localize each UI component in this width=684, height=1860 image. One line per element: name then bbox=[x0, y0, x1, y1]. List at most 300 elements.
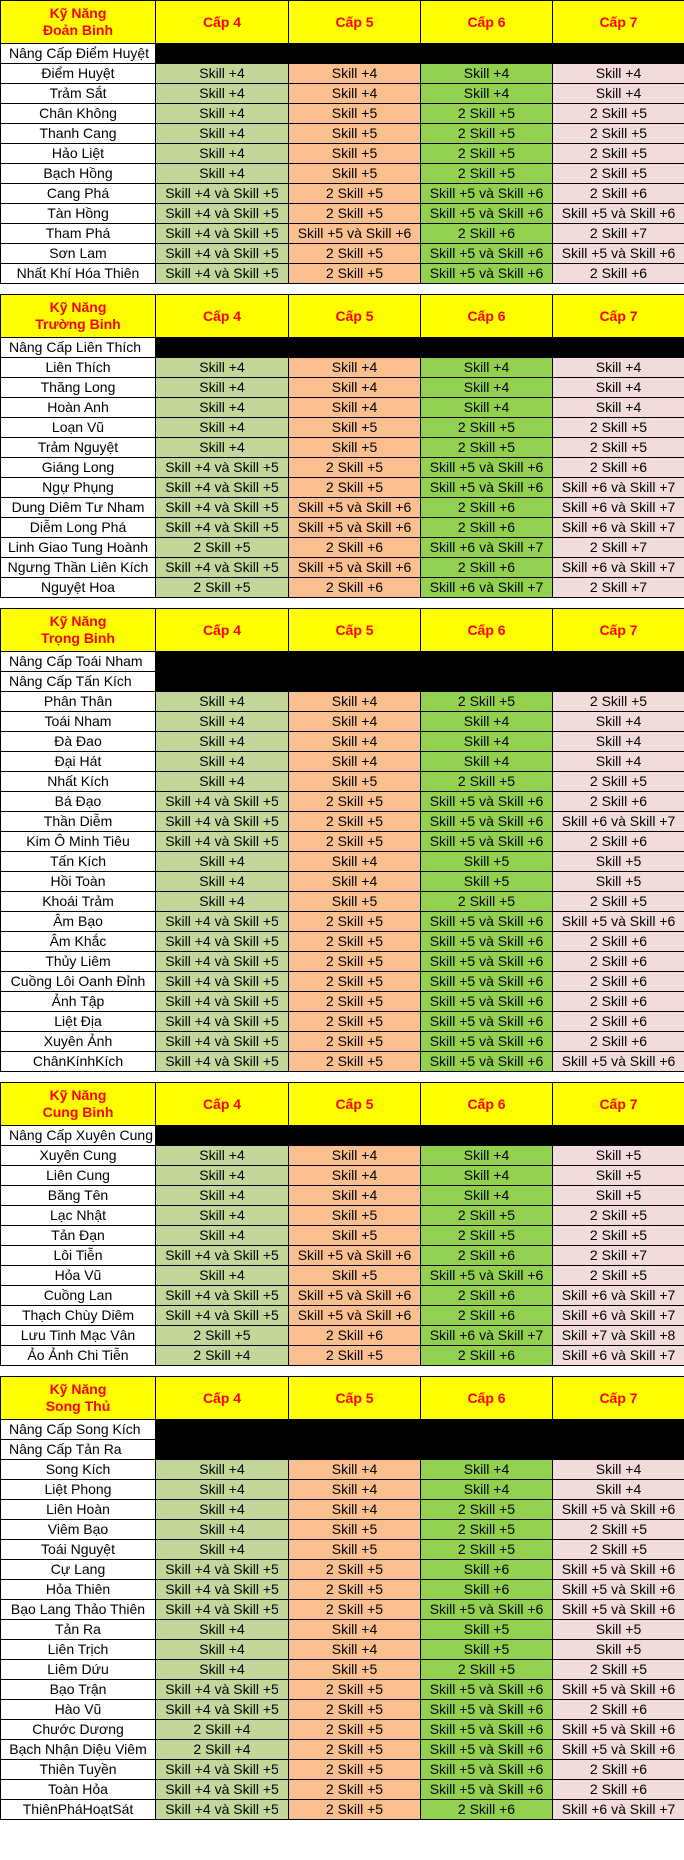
table-row bbox=[1, 712, 684, 732]
table-row bbox=[1, 1660, 684, 1680]
skill-name: Liệt Phong bbox=[1, 1480, 156, 1500]
skill-name: Nhất Khí Hóa Thiên bbox=[1, 264, 156, 284]
skill-level-value: Skill +4 bbox=[156, 144, 289, 164]
skill-level-value: Skill +4 và Skill +5 bbox=[156, 184, 289, 204]
skill-level-value: Skill +4 và Skill +5 bbox=[156, 1012, 289, 1032]
section-title bbox=[1, 1083, 156, 1126]
skill-level-value: Skill +4 bbox=[156, 1266, 289, 1286]
section-title-line1: Kỹ Năng bbox=[49, 613, 107, 629]
skill-level-value: 2 Skill +6 bbox=[553, 792, 684, 812]
skill-name: Cuồng Lôi Oanh Đỉnh bbox=[1, 972, 156, 992]
skill-level-value: 2 Skill +5 bbox=[289, 1600, 421, 1620]
skill-level-value: 2 Skill +5 bbox=[421, 1500, 553, 1520]
upgrade-filler bbox=[156, 1126, 684, 1146]
upgrade-label: Nâng Cấp Tấn Kích bbox=[1, 672, 156, 692]
skill-level-value: 2 Skill +5 bbox=[421, 104, 553, 124]
table-row bbox=[1, 1306, 684, 1326]
table-row bbox=[1, 1266, 684, 1286]
skill-level-value: Skill +4 bbox=[156, 1146, 289, 1166]
skill-level-value: Skill +4 bbox=[156, 84, 289, 104]
skill-level-value: Skill +5 bbox=[289, 438, 421, 458]
skill-name: Liệt Địa bbox=[1, 1012, 156, 1032]
skill-level-value: 2 Skill +5 bbox=[156, 1326, 289, 1346]
skill-level-value: Skill +4 bbox=[156, 852, 289, 872]
skill-level-value: Skill +5 bbox=[421, 872, 553, 892]
section-title-line2: Trường Binh bbox=[35, 316, 121, 332]
skill-level-value: Skill +4 bbox=[553, 1460, 684, 1480]
skill-level-value: Skill +6 bbox=[421, 1580, 553, 1600]
skill-level-value: Skill +5 và Skill +6 bbox=[553, 1052, 684, 1072]
skill-name: Liên Cung bbox=[1, 1166, 156, 1186]
skill-name: Toàn Hỏa bbox=[1, 1780, 156, 1800]
skill-level-value: 2 Skill +5 bbox=[289, 1760, 421, 1780]
table-row bbox=[1, 1740, 684, 1760]
table-row bbox=[1, 204, 684, 224]
skill-level-value: Skill +5 và Skill +6 bbox=[421, 184, 553, 204]
skill-level-value: Skill +4 và Skill +5 bbox=[156, 1800, 289, 1820]
skill-level-value: 2 Skill +5 bbox=[289, 1052, 421, 1072]
table-row bbox=[1, 692, 684, 712]
skill-level-value: Skill +5 bbox=[289, 144, 421, 164]
skill-level-value: Skill +5 bbox=[289, 892, 421, 912]
skill-name: Băng Tên bbox=[1, 1186, 156, 1206]
skill-level-value: Skill +5 và Skill +6 bbox=[553, 912, 684, 932]
skill-level-value: Skill +4 bbox=[553, 732, 684, 752]
skill-level-value: Skill +4 và Skill +5 bbox=[156, 952, 289, 972]
skill-name: Lưu Tinh Mạc Vân bbox=[1, 1326, 156, 1346]
section-title-line1: Kỹ Năng bbox=[49, 1087, 107, 1103]
skill-level-value: Skill +4 bbox=[156, 1166, 289, 1186]
skill-level-value: 2 Skill +5 bbox=[289, 1720, 421, 1740]
skill-level-value: Skill +4 và Skill +5 bbox=[156, 478, 289, 498]
skill-level-value: Skill +5 và Skill +6 bbox=[421, 932, 553, 952]
skill-level-value: Skill +5 bbox=[553, 872, 684, 892]
skill-level-value: 2 Skill +6 bbox=[553, 1780, 684, 1800]
level-column-header: Cấp 6 bbox=[421, 1, 553, 44]
table-row bbox=[1, 1560, 684, 1580]
skill-level-value: 2 Skill +5 bbox=[553, 164, 684, 184]
skill-name: Cuồng Lan bbox=[1, 1286, 156, 1306]
skill-name: Liên Trịch bbox=[1, 1640, 156, 1660]
upgrade-filler bbox=[156, 44, 684, 64]
level-column-header: Cấp 7 bbox=[553, 1083, 684, 1126]
section-gap bbox=[0, 284, 684, 294]
upgrade-label: Nâng Cấp Song Kích bbox=[1, 1420, 156, 1440]
skill-level-value: 2 Skill +5 bbox=[553, 1226, 684, 1246]
table-row bbox=[1, 64, 684, 84]
skill-level-value: 2 Skill +5 bbox=[289, 244, 421, 264]
table-row bbox=[1, 912, 684, 932]
upgrade-filler bbox=[156, 652, 684, 672]
table-row bbox=[1, 1680, 684, 1700]
skill-level-value: 2 Skill +7 bbox=[553, 224, 684, 244]
skill-level-value: 2 Skill +7 bbox=[553, 538, 684, 558]
skill-level-value: 2 Skill +5 bbox=[421, 1540, 553, 1560]
skill-level-value: Skill +4 và Skill +5 bbox=[156, 1560, 289, 1580]
skill-level-value: Skill +4 bbox=[289, 84, 421, 104]
skill-level-value: 2 Skill +5 bbox=[553, 1540, 684, 1560]
skill-level-value: 2 Skill +6 bbox=[289, 538, 421, 558]
skill-level-value: Skill +5 và Skill +6 bbox=[421, 792, 553, 812]
skill-level-value: 2 Skill +5 bbox=[289, 1580, 421, 1600]
level-column-header: Cấp 5 bbox=[289, 1, 421, 44]
skill-level-value: Skill +6 bbox=[421, 1560, 553, 1580]
table-row bbox=[1, 264, 684, 284]
level-column-header: Cấp 6 bbox=[421, 1083, 553, 1126]
upgrade-label: Nâng Cấp Điểm Huyệt bbox=[1, 44, 156, 64]
skill-name: Nhất Kích bbox=[1, 772, 156, 792]
skill-level-value: 2 Skill +5 bbox=[289, 1740, 421, 1760]
table-row bbox=[1, 1032, 684, 1052]
skill-name: Hoàn Anh bbox=[1, 398, 156, 418]
section-header-row bbox=[1, 1, 684, 44]
skill-section-table bbox=[0, 1082, 684, 1366]
skill-level-value: 2 Skill +5 bbox=[289, 792, 421, 812]
skill-name: Âm Khắc bbox=[1, 932, 156, 952]
upgrade-row bbox=[1, 652, 684, 672]
table-row bbox=[1, 1346, 684, 1366]
skill-name: Đà Đao bbox=[1, 732, 156, 752]
table-row bbox=[1, 224, 684, 244]
table-row bbox=[1, 1012, 684, 1032]
skill-level-value: 2 Skill +5 bbox=[421, 772, 553, 792]
skill-level-value: Skill +4 bbox=[421, 732, 553, 752]
skill-level-value: Skill +5 và Skill +6 bbox=[421, 1680, 553, 1700]
skill-level-value: Skill +4 bbox=[156, 378, 289, 398]
section-gap bbox=[0, 598, 684, 608]
table-row bbox=[1, 184, 684, 204]
skill-level-value: Skill +6 và Skill +7 bbox=[553, 498, 684, 518]
skill-level-value: Skill +4 và Skill +5 bbox=[156, 1760, 289, 1780]
skill-name: Dung Diêm Tư Nham bbox=[1, 498, 156, 518]
skill-level-value: Skill +4 bbox=[156, 692, 289, 712]
skill-name: Giáng Long bbox=[1, 458, 156, 478]
skill-level-value: Skill +6 và Skill +7 bbox=[553, 518, 684, 538]
skill-level-value: Skill +6 và Skill +7 bbox=[421, 1326, 553, 1346]
skill-level-value: Skill +5 và Skill +6 bbox=[553, 1600, 684, 1620]
skill-level-value: Skill +4 và Skill +5 bbox=[156, 518, 289, 538]
skill-name: Âm Bạo bbox=[1, 912, 156, 932]
skill-level-value: Skill +5 và Skill +6 bbox=[421, 1052, 553, 1072]
skill-level-value: 2 Skill +5 bbox=[421, 164, 553, 184]
table-row bbox=[1, 1700, 684, 1720]
table-row bbox=[1, 518, 684, 538]
table-row bbox=[1, 438, 684, 458]
skill-level-value: Skill +4 bbox=[289, 1480, 421, 1500]
upgrade-label: Nâng Cấp Liên Thích bbox=[1, 338, 156, 358]
skill-level-value: Skill +4 bbox=[553, 752, 684, 772]
skill-level-value: Skill +5 và Skill +6 bbox=[289, 498, 421, 518]
skill-level-value: Skill +5 bbox=[289, 164, 421, 184]
skill-level-value: Skill +5 bbox=[553, 1146, 684, 1166]
skill-level-value: 2 Skill +5 bbox=[421, 1520, 553, 1540]
skill-level-value: Skill +5 và Skill +6 bbox=[289, 1286, 421, 1306]
skill-level-value: Skill +4 bbox=[156, 418, 289, 438]
skill-level-value: 2 Skill +6 bbox=[289, 1326, 421, 1346]
skill-name: Loạn Vũ bbox=[1, 418, 156, 438]
skill-level-value: 2 Skill +5 bbox=[421, 1206, 553, 1226]
skill-level-value: Skill +5 và Skill +6 bbox=[289, 224, 421, 244]
skill-level-value: Skill +4 bbox=[421, 752, 553, 772]
skill-level-value: Skill +4 và Skill +5 bbox=[156, 1052, 289, 1072]
skill-name: Thạch Chùy Diêm bbox=[1, 1306, 156, 1326]
skill-name: Lạc Nhật bbox=[1, 1206, 156, 1226]
skill-level-value: Skill +4 bbox=[553, 64, 684, 84]
skill-name: Chân Không bbox=[1, 104, 156, 124]
table-row bbox=[1, 892, 684, 912]
skill-level-value: Skill +4 và Skill +5 bbox=[156, 792, 289, 812]
section-title-line2: Song Thủ bbox=[45, 1398, 111, 1414]
skill-level-value: Skill +4 bbox=[289, 1146, 421, 1166]
level-column-header: Cấp 6 bbox=[421, 609, 553, 652]
skill-level-value: Skill +4 bbox=[156, 124, 289, 144]
skill-level-value: Skill +5 bbox=[289, 1520, 421, 1540]
skill-level-value: Skill +5 và Skill +6 bbox=[421, 264, 553, 284]
skill-level-value: Skill +4 bbox=[156, 712, 289, 732]
skill-section-table bbox=[0, 608, 684, 1072]
skill-level-value: Skill +4 bbox=[156, 732, 289, 752]
skill-level-value: Skill +4 bbox=[156, 438, 289, 458]
skill-level-value: Skill +4 bbox=[156, 892, 289, 912]
skill-level-value: Skill +4 và Skill +5 bbox=[156, 1600, 289, 1620]
skill-level-value: Skill +5 và Skill +6 bbox=[553, 1560, 684, 1580]
skill-level-value: 2 Skill +5 bbox=[553, 1660, 684, 1680]
table-row bbox=[1, 752, 684, 772]
skill-level-value: 2 Skill +5 bbox=[421, 418, 553, 438]
skill-level-value: 2 Skill +5 bbox=[289, 204, 421, 224]
skill-level-value: 2 Skill +5 bbox=[289, 812, 421, 832]
skill-level-value: Skill +4 bbox=[289, 358, 421, 378]
level-column-header: Cấp 5 bbox=[289, 609, 421, 652]
table-row bbox=[1, 792, 684, 812]
skill-level-value: 2 Skill +5 bbox=[289, 952, 421, 972]
skill-level-value: Skill +6 và Skill +7 bbox=[553, 1286, 684, 1306]
skill-level-value: Skill +5 và Skill +6 bbox=[421, 478, 553, 498]
table-row bbox=[1, 1206, 684, 1226]
skill-level-value: Skill +4 và Skill +5 bbox=[156, 972, 289, 992]
skill-level-value: Skill +6 và Skill +7 bbox=[553, 558, 684, 578]
skill-level-value: Skill +5 bbox=[553, 1640, 684, 1660]
section-title-line2: Cung Binh bbox=[42, 1104, 114, 1120]
skill-name: Ngưng Thần Liên Kích bbox=[1, 558, 156, 578]
skill-level-value: Skill +4 bbox=[421, 378, 553, 398]
section-header-row bbox=[1, 295, 684, 338]
skill-level-value: Skill +4 bbox=[156, 772, 289, 792]
table-row bbox=[1, 1166, 684, 1186]
skill-level-value: 2 Skill +6 bbox=[553, 1700, 684, 1720]
skill-level-value: Skill +6 và Skill +7 bbox=[421, 578, 553, 598]
skill-level-value: Skill +4 bbox=[289, 398, 421, 418]
table-row bbox=[1, 538, 684, 558]
skill-level-value: 2 Skill +5 bbox=[421, 1660, 553, 1680]
table-row bbox=[1, 378, 684, 398]
skill-level-value: Skill +4 bbox=[289, 872, 421, 892]
skill-level-value: Skill +5 bbox=[421, 852, 553, 872]
skill-level-value: 2 Skill +6 bbox=[553, 184, 684, 204]
skill-level-value: Skill +5 và Skill +6 bbox=[289, 558, 421, 578]
skill-level-value: Skill +4 bbox=[289, 64, 421, 84]
skill-level-value: 2 Skill +5 bbox=[289, 1032, 421, 1052]
skill-level-value: Skill +5 và Skill +6 bbox=[421, 972, 553, 992]
skill-level-value: Skill +4 bbox=[421, 1146, 553, 1166]
skill-level-value: Skill +4 và Skill +5 bbox=[156, 1580, 289, 1600]
skill-name: Khoái Trảm bbox=[1, 892, 156, 912]
skill-name: Hỏa Vũ bbox=[1, 1266, 156, 1286]
skill-name: Cự Lang bbox=[1, 1560, 156, 1580]
skill-level-value: Skill +4 bbox=[156, 64, 289, 84]
skill-level-value: 2 Skill +6 bbox=[421, 1246, 553, 1266]
skill-level-value: Skill +5 bbox=[289, 1266, 421, 1286]
table-row bbox=[1, 558, 684, 578]
skill-level-value: 2 Skill +5 bbox=[289, 932, 421, 952]
skill-name: Bạo Lang Thảo Thiên bbox=[1, 1600, 156, 1620]
skill-level-value: Skill +5 bbox=[289, 1660, 421, 1680]
skill-level-value: Skill +7 và Skill +8 bbox=[553, 1326, 684, 1346]
skill-level-value: Skill +4 và Skill +5 bbox=[156, 458, 289, 478]
skill-name: Toái Nham bbox=[1, 712, 156, 732]
section-gap bbox=[0, 1366, 684, 1376]
skill-level-value: Skill +4 bbox=[156, 1206, 289, 1226]
skill-level-value: 2 Skill +5 bbox=[289, 264, 421, 284]
skill-level-value: Skill +5 và Skill +6 bbox=[421, 1720, 553, 1740]
skill-name: Thiên Tuyền bbox=[1, 1760, 156, 1780]
table-row bbox=[1, 578, 684, 598]
upgrade-filler bbox=[156, 1420, 684, 1440]
skill-level-value: 2 Skill +7 bbox=[553, 1246, 684, 1266]
skill-level-value: 2 Skill +5 bbox=[289, 184, 421, 204]
skill-level-value: 2 Skill +6 bbox=[421, 518, 553, 538]
skill-section-table bbox=[0, 1376, 684, 1820]
skill-level-value: 2 Skill +5 bbox=[289, 992, 421, 1012]
skill-level-value: Skill +4 bbox=[156, 1186, 289, 1206]
skill-level-value: Skill +5 và Skill +6 bbox=[421, 992, 553, 1012]
skill-level-value: Skill +4 bbox=[156, 1640, 289, 1660]
skill-name: Đại Hát bbox=[1, 752, 156, 772]
skill-level-value: Skill +5 bbox=[289, 418, 421, 438]
skill-level-value: Skill +4 bbox=[289, 1500, 421, 1520]
skill-level-value: Skill +4 và Skill +5 bbox=[156, 264, 289, 284]
skill-level-value: 2 Skill +5 bbox=[421, 124, 553, 144]
skill-level-value: 2 Skill +5 bbox=[289, 972, 421, 992]
skill-level-value: Skill +5 và Skill +6 bbox=[553, 244, 684, 264]
section-title-line1: Kỹ Năng bbox=[49, 299, 107, 315]
skill-level-value: Skill +5 bbox=[289, 1206, 421, 1226]
skill-level-value: Skill +4 và Skill +5 bbox=[156, 1032, 289, 1052]
skill-level-value: 2 Skill +5 bbox=[289, 1560, 421, 1580]
skill-level-value: Skill +4 bbox=[421, 712, 553, 732]
skill-level-value: Skill +6 và Skill +7 bbox=[553, 478, 684, 498]
section-header-row bbox=[1, 1377, 684, 1420]
section-gap bbox=[0, 1072, 684, 1082]
table-row bbox=[1, 852, 684, 872]
upgrade-filler bbox=[156, 1440, 684, 1460]
skill-level-value: Skill +5 và Skill +6 bbox=[421, 952, 553, 972]
table-row bbox=[1, 1460, 684, 1480]
table-row bbox=[1, 124, 684, 144]
skill-level-value: Skill +4 và Skill +5 bbox=[156, 992, 289, 1012]
table-row bbox=[1, 812, 684, 832]
skill-level-value: 2 Skill +5 bbox=[156, 538, 289, 558]
level-column-header: Cấp 4 bbox=[156, 609, 289, 652]
level-column-header: Cấp 7 bbox=[553, 295, 684, 338]
skill-name: Phân Thân bbox=[1, 692, 156, 712]
skill-level-value: 2 Skill +5 bbox=[421, 438, 553, 458]
skill-name: Tản Đạn bbox=[1, 1226, 156, 1246]
skill-level-value: 2 Skill +5 bbox=[289, 478, 421, 498]
section-title-line1: Kỹ Năng bbox=[49, 1381, 107, 1397]
skill-level-value: 2 Skill +6 bbox=[553, 1032, 684, 1052]
level-column-header: Cấp 4 bbox=[156, 1, 289, 44]
skill-level-value: Skill +4 bbox=[156, 1226, 289, 1246]
skill-level-value: 2 Skill +6 bbox=[421, 1286, 553, 1306]
skill-level-value: Skill +5 và Skill +6 bbox=[421, 1032, 553, 1052]
skill-name: Tấn Kích bbox=[1, 852, 156, 872]
skill-level-value: 2 Skill +5 bbox=[421, 144, 553, 164]
skill-level-value: Skill +5 và Skill +6 bbox=[421, 912, 553, 932]
skill-level-value: Skill +5 bbox=[289, 1226, 421, 1246]
skill-name: ThiênPháHoạtSát bbox=[1, 1800, 156, 1820]
skill-level-value: Skill +4 bbox=[289, 1186, 421, 1206]
level-column-header: Cấp 4 bbox=[156, 295, 289, 338]
skill-level-value: Skill +4 bbox=[156, 752, 289, 772]
skill-level-value: Skill +4 bbox=[421, 84, 553, 104]
skill-level-value: Skill +5 và Skill +6 bbox=[421, 1266, 553, 1286]
upgrade-label: Nâng Cấp Tản Ra bbox=[1, 1440, 156, 1460]
skill-level-value: Skill +4 bbox=[421, 1186, 553, 1206]
skill-level-value: Skill +5 và Skill +6 bbox=[421, 458, 553, 478]
skill-level-value: 2 Skill +5 bbox=[289, 912, 421, 932]
skill-level-value: Skill +6 và Skill +7 bbox=[553, 1306, 684, 1326]
skill-name: Hỏa Thiên bbox=[1, 1580, 156, 1600]
skill-name: Bá Đạo bbox=[1, 792, 156, 812]
skill-level-value: Skill +5 bbox=[553, 1166, 684, 1186]
skill-name: Hảo Liệt bbox=[1, 144, 156, 164]
table-row bbox=[1, 872, 684, 892]
table-row bbox=[1, 1640, 684, 1660]
upgrade-row bbox=[1, 1440, 684, 1460]
level-column-header: Cấp 5 bbox=[289, 1377, 421, 1420]
table-row bbox=[1, 932, 684, 952]
skill-level-value: 2 Skill +5 bbox=[553, 104, 684, 124]
skill-level-value: Skill +5 và Skill +6 bbox=[289, 518, 421, 538]
skill-level-value: Skill +4 và Skill +5 bbox=[156, 912, 289, 932]
skill-level-value: Skill +4 bbox=[421, 1166, 553, 1186]
skill-name: Bạch Nhận Diệu Viêm bbox=[1, 1740, 156, 1760]
skill-name: Thăng Long bbox=[1, 378, 156, 398]
skill-name: Kim Ô Minh Tiêu bbox=[1, 832, 156, 852]
table-row bbox=[1, 832, 684, 852]
section-header-row bbox=[1, 609, 684, 652]
skill-level-value: Skill +4 bbox=[553, 712, 684, 732]
skill-name: Thần Diễm bbox=[1, 812, 156, 832]
skill-level-value: Skill +4 bbox=[289, 692, 421, 712]
skill-name: Lôi Tiễn bbox=[1, 1246, 156, 1266]
skill-level-value: Skill +4 bbox=[553, 378, 684, 398]
skill-level-value: 2 Skill +5 bbox=[289, 1346, 421, 1366]
skill-level-value: Skill +4 bbox=[156, 1620, 289, 1640]
upgrade-row bbox=[1, 672, 684, 692]
skill-name: Thanh Cang bbox=[1, 124, 156, 144]
skill-level-value: Skill +5 bbox=[289, 1540, 421, 1560]
skill-name: Bạch Hồng bbox=[1, 164, 156, 184]
table-row bbox=[1, 1520, 684, 1540]
skill-name: ChânKínhKích bbox=[1, 1052, 156, 1072]
skill-level-value: Skill +5 và Skill +6 bbox=[421, 244, 553, 264]
skill-name: Linh Giao Tung Hoành bbox=[1, 538, 156, 558]
skill-level-value: Skill +4 bbox=[156, 358, 289, 378]
table-row bbox=[1, 1720, 684, 1740]
skill-level-value: Skill +4 bbox=[156, 164, 289, 184]
